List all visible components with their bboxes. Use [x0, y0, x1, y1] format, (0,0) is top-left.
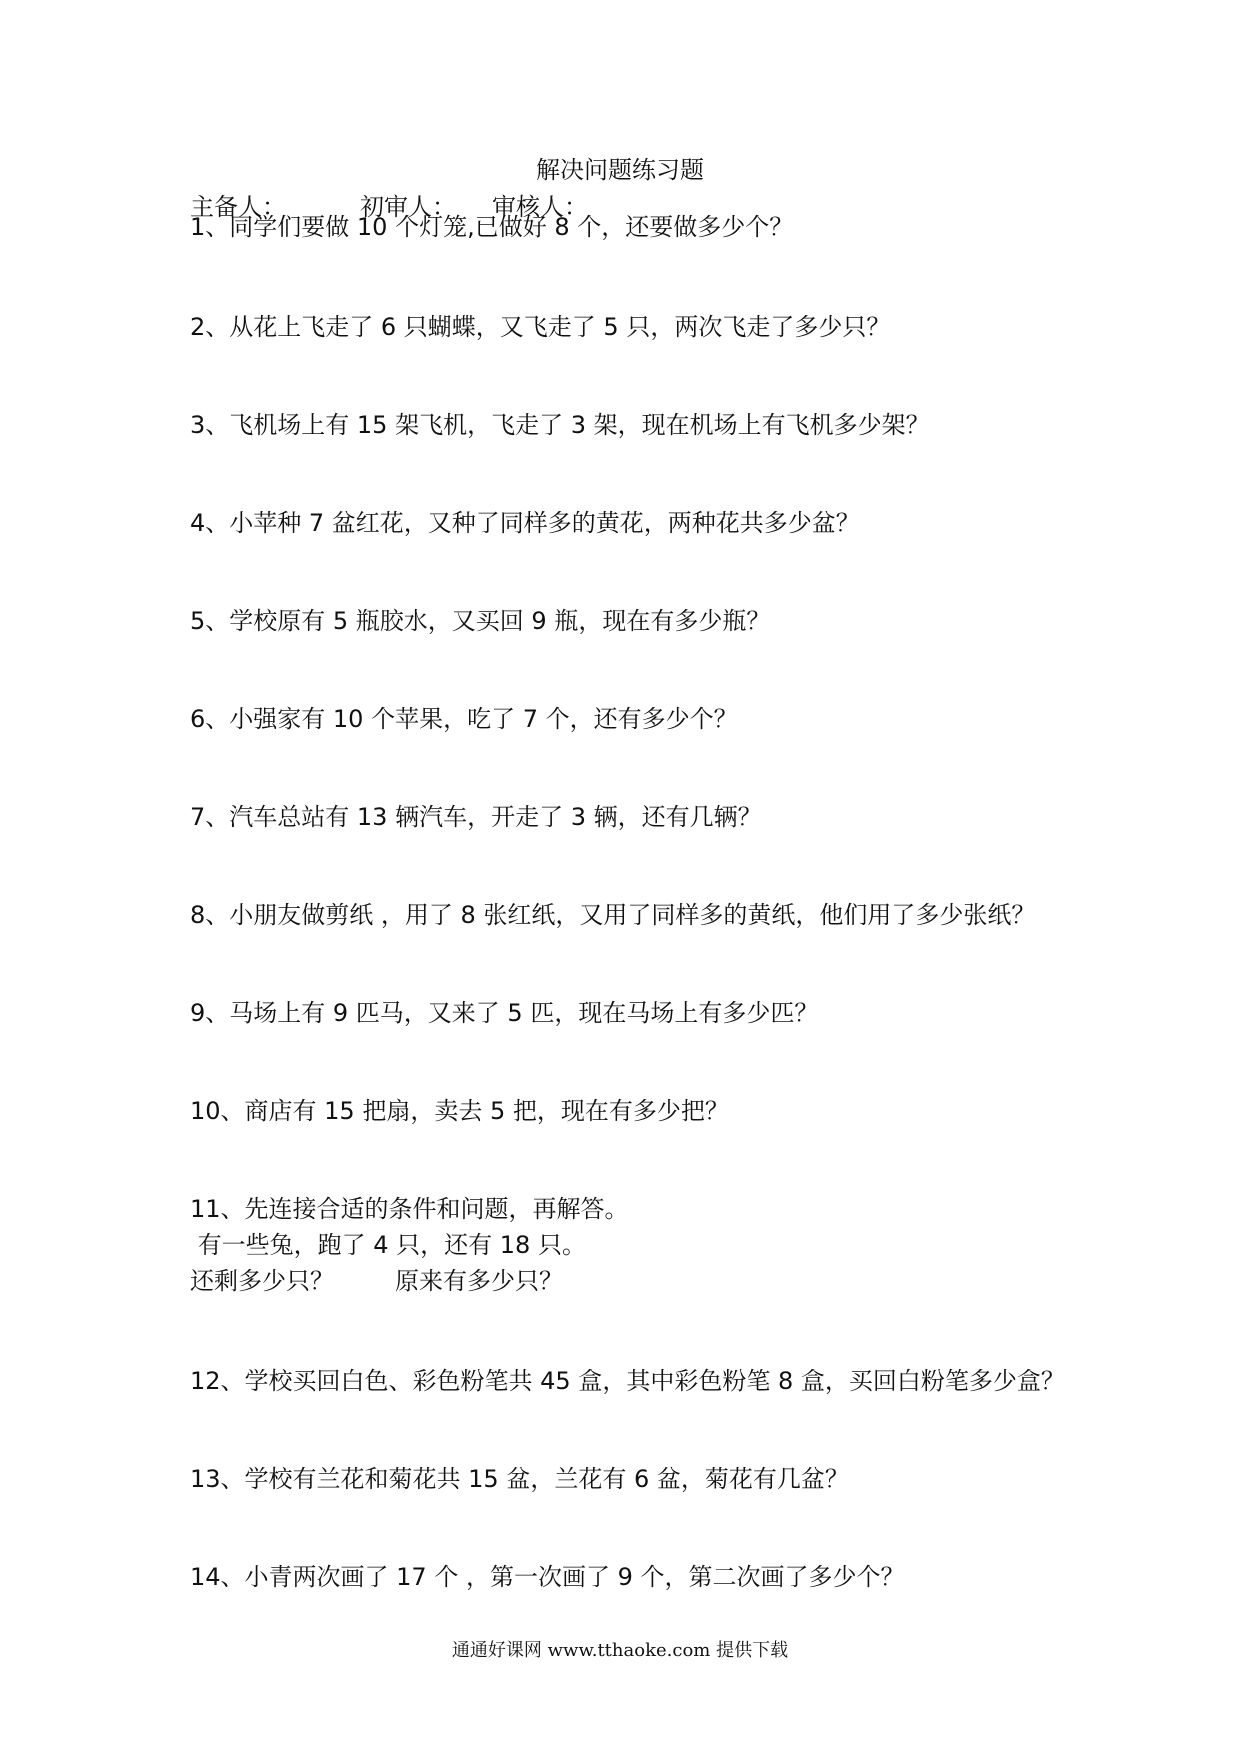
question-8: 8、小朋友做剪纸 ，用了 8 张红纸，又用了同样多的黄纸，他们用了多少张纸？	[190, 901, 1036, 929]
question-11-condition: 有一些兔，跑了 4 只，还有 18 只。	[190, 1231, 586, 1259]
question-3: 3、飞机场上有 15 架飞机，飞走了 3 架，现在机场上有飞机多少架？	[190, 411, 930, 439]
question-6: 6、小强家有 10 个苹果，吃了 7 个，还有多少个？	[190, 705, 738, 733]
question-5: 5、学校原有 5 瓶胶水，又买回 9 瓶，现在有多少瓶？	[190, 607, 771, 635]
reviewer-label: 审核人：	[492, 193, 588, 221]
question-2: 2、从花上飞走了 6 只蝴蝶，又飞走了 5 只，两次飞走了多少只？	[190, 313, 891, 341]
first-reviewer-label: 初审人：	[360, 193, 456, 221]
question-4: 4、小苹种 7 盆红花，又种了同样多的黄花，两种花共多少盆？	[190, 509, 860, 537]
lead-preparer-label: 主备人：	[190, 193, 286, 221]
question-14: 14、小青两次画了 17 个 ，第一次画了 9 个，第二次画了多少个？	[190, 1563, 905, 1591]
question-11: 11、先连接合适的条件和问题，再解答。	[190, 1195, 629, 1223]
question-11-options: 还剩多少只？ 原来有多少只？	[190, 1267, 564, 1295]
footer-credit: 通通好课网 www.tthaoke.com 提供下载	[451, 1640, 789, 1661]
question-9: 9、马场上有 9 匹马，又来了 5 匹，现在马场上有多少匹？	[190, 999, 819, 1027]
question-10: 10、商店有 15 把扇，卖去 5 把，现在有多少把？	[190, 1097, 729, 1125]
question-7: 7、汽车总站有 13 辆汽车，开走了 3 辆，还有几辆？	[190, 803, 762, 831]
page-title: 解决问题练习题	[536, 156, 704, 184]
question-1: 1、同学们要做 10 个灯笼,已做好 8 个，还要做多少个？	[190, 213, 794, 241]
question-12: 12、学校买回白色、彩色粉笔共 45 盒，其中彩色粉笔 8 盒，买回白粉笔多少盒？	[190, 1367, 1065, 1395]
question-13: 13、学校有兰花和菊花共 15 盆，兰花有 6 盆，菊花有几盆？	[190, 1465, 849, 1493]
